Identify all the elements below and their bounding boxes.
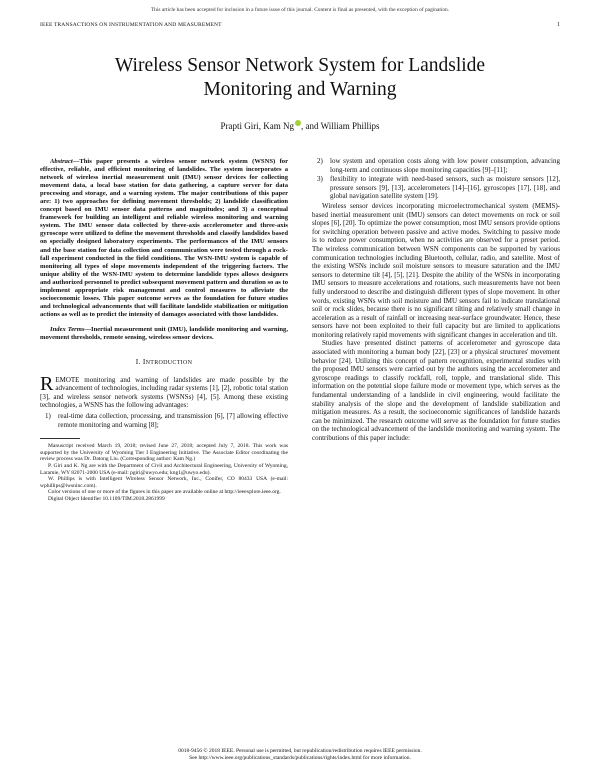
abstract [40,158,288,319]
abstract-text: —This paper presents a wireless sensor network system (WSNS) for effective, reliable, and efficient monitoring of landslides. The system incorporates a network of wireless inertial measurement unit (IMU) sensor devices for collecting movement data, a local base station for data gathering, a capture server for data processing and storage, and a warning system. The major contributions of this paper are: 1) two approaches for defining movement thresholds; 2) landslide classification concept based on IMU sensor data patterns and magnitudes; and 3) a conceptual framework for building an intelligent and reliable wireless monitoring and warning system. The IMU sensor data collected by three-axis accelerometer and three-axis gyroscope were utilized to define the movement thresholds and classify landslides based on specially designed laboratory experiments. The performances of the IMU sensors and the base station for data collection and communication were tested through a rock-fall experiment conducted in the field conditions. The WSN-IMU system is capable of monitoring all types of slope movements independent of the triggering factors. The unique ability of the WSN-IMU system to determine landslide types allows designers and authorized personnel to predict subsequent movement pattern and duration so as to implement appropriate risk management and control measures to alleviate the socioeconomic losses. This paper outcome serves as the foundation for future studies and technological advancements that will facilitate landslide stabilization or mitigation actions as well as to predict the intensity of damages associated with those landslides. [40,158,288,318]
footnote-doi: Digital Object Identifier 10.1109/TIM.2018.2861999 [48,495,165,502]
advantages-list-continued [312,157,560,201]
advantages-list [40,412,288,429]
title-line-2: Monitoring and Warning [203,79,397,100]
index-terms-label: Index Terms [50,325,85,333]
copyright-line: 0018-9456 © 2018 IEEE. Personal use is permitted, but republication/redistribution requires IEEE permission. [178,748,422,754]
intro-paragraph-2: Wireless sensor devices incorporating microelectromechanical system (MEMS)-based inertial measurement unit (IMU) sensors can detect movements on rock or soil slopes [6], [20]. To optimize the power consumption, most IMU sensors provide options for switching operation between passive and active modes. Switching to passive mode is to reduce power consumption, when no activities are observed for a preset period. The wireless communication between WSN components can be supported by various communication technologies including Bluetooth, cellular, radio, and satellite. Most of the existing WSNs include soil moisture sensors to measure saturation and the IMU sensors to determine tilt [4], [5], [21]. Despite the ability of the WSNs in incorporating IMU sensors to measure accelerations and rotations, such measurements have not been fully understood to describe and distinguish different types of slope movement. In other words, existing WSNs with soil moisture and IMU sensors fail to indicate translational soil or rock slides, because there is no significant tilting and relatively small change in acceleration as a result of rainfall or increasing near-surface groundwater. Hence, these sensors have not been exploited to their full capacity but are limited to applications monitoring relatively rapid movements with significant changes in acceleration and tilt. [312,201,560,339]
paper-title [40,54,560,102]
list-item: 3) flexibility to integrate with need-based sensors, such as moisture sensors [12], pressure sensors [9], [13], accelerometers [14]–[16], gyroscopes [17], [18], and global navigation satellite system [19]. [317,175,560,201]
right-column [312,157,560,443]
index-terms [40,326,288,342]
index-terms-text: —Inertial measurement unit (IMU), landslide monitoring and warning, movement thresholds, remote sensing, wireless sensor devices. [40,325,288,341]
footnote-manuscript: Manuscript received March 19, 2018; revised June 27, 2018; accepted July 7, 2018. This work was supported by the University of Wyoming Tier I Engineering Initiative. The Associate Editor coordinating the review process was Dr. Datong Liu. (Corresponding author: Kam Ng.) [40,443,288,463]
authors-part-1: Prapti Giri, Kam Ng [220,121,294,131]
drop-cap: R [40,372,54,395]
title-line-1: Wireless Sensor Network System for Landslide [114,55,486,76]
list-item: 2) low system and operation costs along with low power consumption, advancing long-term and continuous slope monitoring capacities [9]–[11]; [317,157,560,174]
copyright-footer [40,748,560,762]
journal-name: IEEE TRANSACTIONS ON INSTRUMENTATION AND MEASUREMENT [40,22,222,28]
rights-link-line[interactable]: See http://www.ieee.org/publications_standards/publications/rights/index.html for more information. [189,755,411,761]
authors-part-2: , and William Phillips [301,121,380,131]
footnote-affiliation-2: W. Phillips is with Intelligent Wireless Sensor Network, Inc., Conifer, CO 80433 USA (e-mail: wphillips@iwsninc.com). [40,476,288,489]
acceptance-note: This article has been accepted for inclusion in a future issue of this journal. Content is final as presented, with the exception of pagination. [150,7,450,13]
section-heading-introduction: I. INTRODUCTION [135,357,193,367]
list-item: 1) real-time data collection, processing, and transmission [6], [7] allowing effective remote monitoring and warning [8]; [45,412,288,429]
abstract-label: Abstract [50,158,73,165]
footnotes [40,443,288,502]
left-column [40,158,288,503]
footnote-color: Color versions of one or more of the figures in this paper are available online at http://ieeexplore.ieee.org. [48,489,281,496]
footnote-affiliation-1: P. Giri and K. Ng are with the Department of Civil and Architectural Engineering, University of Wyoming, Laramie, WY 82071-2000 USA (e-mail: pgiri@uwyo.edu; kng1@uwyo.edu). [40,462,288,476]
page-number: 1 [557,22,560,28]
footnote-divider [40,438,80,439]
intro-paragraph-1: REMOTE monitoring and warning of landslides are made possible by the advancement of technologies, including radar systems [1], [2], robotic total station [3], and wireless sensor network systems (WSNSs) [4], [5]. Among these existing technologies, a WSNS has the following advantages: [40,372,288,410]
author-list [40,120,560,131]
intro-paragraph-3: Studies have presented distinct patterns of accelerometer and gyroscope data associated with monitoring a human body [22], [23] or a physical structures' movement behavior [24]. Utilizing this concept of pattern recognition, experimental studies with the proposed IMU sensors were carried out by the authors using the accelerometer and gyroscope readings to classify rockfall, roll, topple, and translational slide. This information on the potential slope failure mode or movement type, which serves as the fundamental understanding of a landslide in civil engineering, would facilitate the stability analysis of the slope and the development of landslide stabilization and mitigation measures. As a result, the socioeconomic significances of landslide hazards can be minimized. The research outcome will serve as the foundation for future studies on the technological advancement of the landslide monitoring and warning system. The contributions of this paper include: [312,339,560,442]
